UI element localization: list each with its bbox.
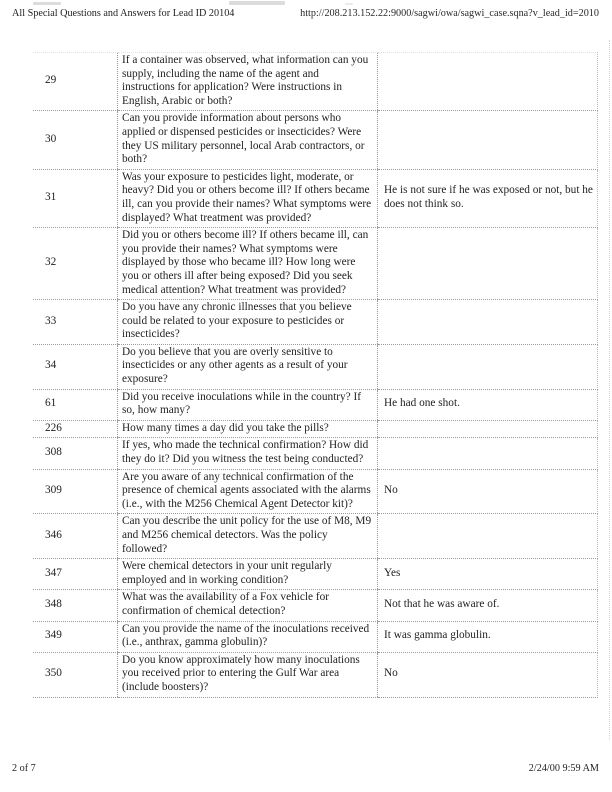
answer-cell [378, 53, 598, 111]
question-cell: Are you aware of any technical confirmation of the presence of chemical agents associated with the alarms (i.e., with the M256 Chemical Agent Detector kit)? [118, 469, 378, 514]
question-cell: Can you describe the unit policy for the use of M8, M9 and M256 chemical detectors. Was the policy followed? [118, 514, 378, 559]
qa-row [33, 228, 598, 300]
answer-cell: He had one shot. [378, 389, 598, 420]
question-cell: Do you know approximately how many inoculations you received prior to entering the Gulf War area (include boosters)? [118, 652, 378, 697]
answer-cell: No [378, 469, 598, 514]
question-cell: Were chemical detectors in your unit regularly employed and in working condition? [118, 559, 378, 590]
qa-row [33, 438, 598, 469]
qa-row [33, 469, 598, 514]
question-cell: Was your exposure to pesticides light, moderate, or heavy? Did you or others become ill? If others became ill, can you provide their names? What symptoms were displayed? What treatment was provided? [118, 169, 378, 227]
qa-row [33, 621, 598, 652]
answer-cell: Not that he was aware of. [378, 590, 598, 621]
answer-cell: He is not sure if he was exposed or not, but he does not think so. [378, 169, 598, 227]
answer-cell [378, 300, 598, 345]
row-number-cell: 34 [33, 344, 118, 389]
question-cell: If a container was observed, what information can you supply, including the name of the agent and instructions for application? Were instructions in English, Arabic or both? [118, 53, 378, 111]
row-number-cell: 346 [33, 514, 118, 559]
question-cell: Did you or others become ill? If others became ill, can you provide their names? What symptoms were displayed by those who became ill? How long were you or others ill after being exposed? Did you seek medical attention? What treatment was provided? [118, 228, 378, 300]
scan-artifact [345, 3, 353, 5]
qa-row [33, 559, 598, 590]
row-number-cell: 347 [33, 559, 118, 590]
question-cell: Do you have any chronic illnesses that you believe could be related to your exposure to pesticides or insecticides? [118, 300, 378, 345]
answer-cell [378, 514, 598, 559]
row-number-cell: 30 [33, 111, 118, 169]
page-title: All Special Questions and Answers for Lead ID 20104 [12, 8, 235, 19]
print-timestamp: 2/24/00 9:59 AM [528, 763, 599, 774]
answer-cell [378, 344, 598, 389]
question-cell: Can you provide the name of the inoculations received (i.e., anthrax, gamma globulin)? [118, 621, 378, 652]
qa-row [33, 389, 598, 420]
qa-row [33, 111, 598, 169]
row-number-cell: 226 [33, 420, 118, 438]
question-cell: Do you believe that you are overly sensitive to insecticides or any other agents as a result of your exposure? [118, 344, 378, 389]
row-number-cell: 29 [33, 53, 118, 111]
source-url-text: http://208.213.152.22:9000/sagwi/owa/sagwi_case.sqna?v_lead_id=2010 [300, 8, 599, 19]
row-number-cell: 348 [33, 590, 118, 621]
question-cell: If yes, who made the technical confirmation? How did they do it? Did you witness the test being conducted? [118, 438, 378, 469]
scan-artifact [33, 2, 61, 5]
row-number-cell: 309 [33, 469, 118, 514]
answer-cell [378, 438, 598, 469]
qa-table [33, 52, 598, 698]
page-number: 2 of 7 [12, 763, 36, 774]
qa-row [33, 53, 598, 111]
row-number-cell: 61 [33, 389, 118, 420]
qa-row [33, 420, 598, 438]
qa-row [33, 300, 598, 345]
qa-row [33, 514, 598, 559]
page-header [12, 8, 599, 19]
qa-row [33, 169, 598, 227]
page-footer [12, 763, 599, 774]
qa-row [33, 590, 598, 621]
scan-page-edge [609, 40, 610, 740]
row-number-cell: 308 [33, 438, 118, 469]
row-number-cell: 350 [33, 652, 118, 697]
row-number-cell: 31 [33, 169, 118, 227]
question-cell: What was the availability of a Fox vehicle for confirmation of chemical detection? [118, 590, 378, 621]
answer-cell [378, 228, 598, 300]
qa-row [33, 344, 598, 389]
row-number-cell: 32 [33, 228, 118, 300]
answer-cell: No [378, 652, 598, 697]
scan-artifact [229, 1, 285, 5]
question-cell: Can you provide information about persons who applied or dispensed pesticides or insecticides? Were they US military personnel, local Arab contractors, or both? [118, 111, 378, 169]
row-number-cell: 349 [33, 621, 118, 652]
answer-cell [378, 111, 598, 169]
question-cell: How many times a day did you take the pills? [118, 420, 378, 438]
answer-cell: Yes [378, 559, 598, 590]
qa-table-body [33, 53, 598, 698]
row-number-cell: 33 [33, 300, 118, 345]
answer-cell: It was gamma globulin. [378, 621, 598, 652]
qa-row [33, 652, 598, 697]
answer-cell [378, 420, 598, 438]
question-cell: Did you receive inoculations while in the country? If so, how many? [118, 389, 378, 420]
